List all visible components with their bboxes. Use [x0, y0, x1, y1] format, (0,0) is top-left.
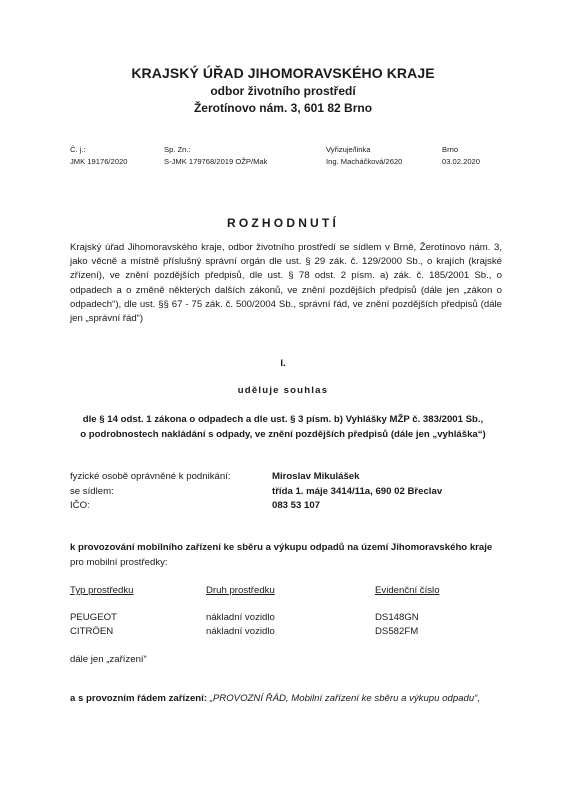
section-number: I. [280, 358, 286, 369]
table-cell-type: PEUGEOT [70, 612, 117, 623]
table-cell-registration: DS148GN [375, 612, 419, 623]
authority-address: Žerotínovo nám. 3, 601 82 Brno [193, 101, 373, 115]
authority-name: KRAJSKÝ ÚŘAD JIHOMORAVSKÉHO KRAJE [131, 65, 435, 81]
handled-by-value: Ing. Macháčková/2620 [326, 157, 403, 166]
reference-number-value: JMK 19176/2020 [70, 157, 128, 166]
file-mark-label: Sp. Zn.: [164, 145, 191, 154]
seat-address: třída 1. máje 3414/11a, 690 02 Břeclav [272, 485, 443, 497]
place-date-block [442, 144, 480, 168]
department-name: odbor životního prostředí [210, 84, 356, 98]
handled-by-block [326, 144, 402, 168]
intro-paragraph: Krajský úřad Jihomoravského kraje, odbor životního prostředí se sídlem v Brně, Žerotínovo nám. 3, jako věcně a místně příslušný správní orgán dle ust. § 29 zák. č. 129/2000 Sb., o krajích (krajské zřízení), ve znění pozdějších předpisů, dle ust. § 78 odst. 2 písm. a) zák. č. 185/2001 Sb., o odpadech a o změně některých dalších zákonů, ve znění pozdějších předpisů (dále jen „zákon o odpadech“), dle ust. §§ 67 - 75 zák. č. 500/2004 Sb., správní řád, ve znění pozdějších předpisů (dále jen „správní řád“) [70, 242, 502, 325]
legal-basis [0, 412, 566, 442]
person-name: Miroslav Mikulášek [272, 471, 360, 482]
operating-rules-value: „PROVOZNÍ ŘÁD, Mobilní zařízení ke sběru a výkupu odpadu“, [209, 693, 481, 704]
table-header-kind: Druh prostředku [206, 585, 275, 596]
party-values [272, 470, 442, 514]
reference-number-label: Č. j.: [70, 145, 86, 154]
person-label: fyzické osobě oprávněné k podnikání: [70, 471, 231, 482]
place-label: Brno [442, 145, 459, 154]
operating-rules-prefix: a s provozním řádem zařízení: [70, 693, 208, 704]
operation-statement [70, 541, 510, 570]
authority-header [0, 64, 566, 117]
party-labels [70, 470, 231, 514]
handled-by-label: Vyřizuje/linka [326, 145, 371, 154]
ico-number: 083 53 107 [272, 500, 321, 511]
table-cell-kind: nákladní vozidlo [206, 626, 275, 637]
table-cell-registration: DS582FM [375, 626, 419, 637]
legal-basis-line-2: o podrobnostech nakládání s odpady, ve znění pozdějších předpisů (dále jen „vyhláška“) [80, 429, 486, 440]
operation-text: k provozování mobilního zařízení ke sběru a výkupu odpadů na území Jihomoravského kraje [70, 542, 493, 553]
table-cell-kind: nákladní vozidlo [206, 612, 275, 623]
document-title: ROZHODNUTÍ [227, 216, 339, 230]
operation-text-continued: pro mobilní prostředky: [70, 556, 168, 568]
file-mark-value: S-JMK 179768/2019 OŽP/Mak [164, 157, 268, 166]
reference-number-block [70, 144, 127, 168]
table-header-registration: Evidenční číslo [375, 585, 440, 596]
table-header-type: Typ prostředku [70, 585, 134, 596]
file-mark-block [164, 144, 267, 168]
operating-rules-line [70, 693, 480, 704]
grant-heading: uděluje souhlas [237, 385, 329, 396]
seat-label: se sídlem: [70, 485, 114, 497]
ico-label: IČO: [70, 500, 90, 511]
date-value: 03.02.2020 [442, 157, 481, 166]
table-cell-type: CITRÖEN [70, 626, 114, 637]
hereinafter-note: dále jen „zařízení“ [70, 654, 147, 665]
legal-basis-line-1: dle § 14 odst. 1 zákona o odpadech a dle ust. § 3 písm. b) Vyhlášky MŽP č. 383/2001 Sb., [82, 414, 484, 425]
